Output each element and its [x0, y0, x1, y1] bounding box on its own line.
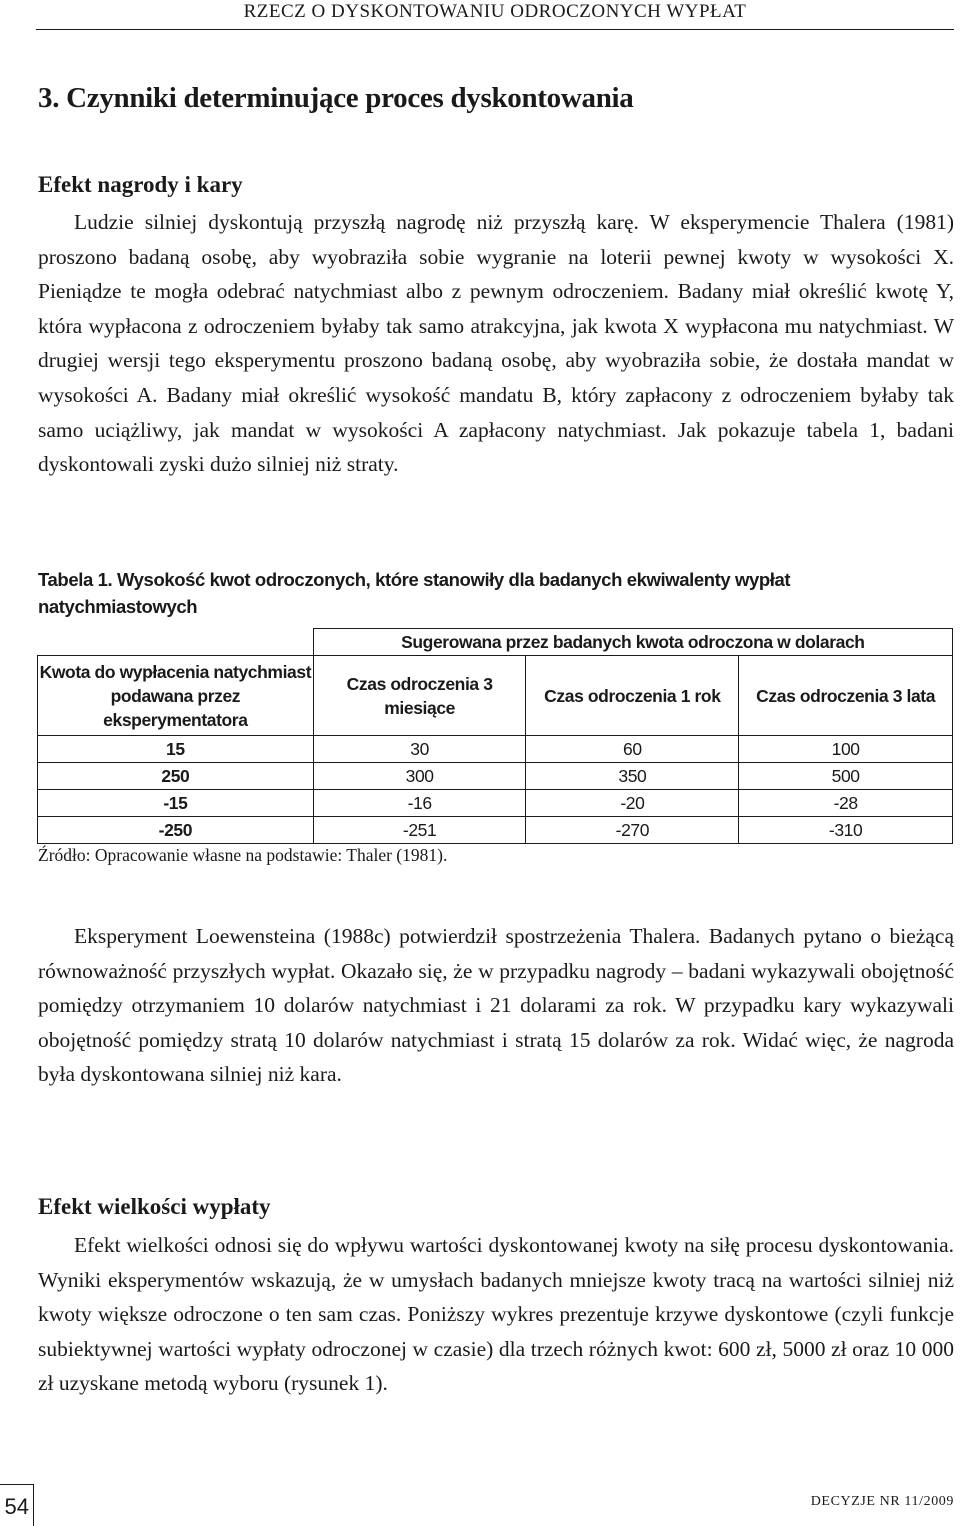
table-row: [38, 817, 953, 844]
table-cell: 100: [739, 736, 953, 763]
table-row-header: Kwota do wypłacenia natychmiast podawana przez eksperymentatora: [38, 656, 314, 736]
table-cell-amount: 15: [38, 736, 314, 763]
table-row: [38, 790, 953, 817]
running-header: [36, 0, 954, 30]
table-cell: -20: [526, 790, 739, 817]
table-caption-label: Tabela 1.: [38, 569, 113, 590]
table-col-header-3-years: Czas odroczenia 3 lata: [739, 656, 953, 736]
section-title: 3. Czynniki determinujące proces dyskontowania: [38, 82, 634, 114]
table-cell-amount: -250: [38, 817, 314, 844]
paragraph-loewenstein: Eksperyment Loewensteina (1988c) potwierdził spostrzeżenia Thalera. Badanych pytano o bieżącą równoważność przyszłych wypłat. Okazało się, że w przypadku nagrody – badani wykazywali obojętność pomiędzy otrzymaniem 10 dolarów natychmiast i 21 dolarami za rok. W przypadku kary wykazywali obojętność pomiędzy stratą 10 dolarów natychmiast i stratą 15 dolarów za rok. Widać więc, że nagroda była dyskontowana silniej niż kara.: [38, 924, 954, 1087]
subsection-title-reward-punishment: Efekt nagrody i kary: [38, 172, 243, 197]
table-span-header: Sugerowana przez badanych kwota odroczona w dolarach: [313, 629, 952, 656]
table-cell: -16: [313, 790, 526, 817]
table-cell: -310: [739, 817, 953, 844]
table-cell: 60: [526, 736, 739, 763]
table-cell: 300: [313, 763, 526, 790]
table-cell: 350: [526, 763, 739, 790]
table-cell: -28: [739, 790, 953, 817]
table-caption: [38, 566, 938, 620]
subsection-title-magnitude: Efekt wielkości wypłaty: [38, 1194, 271, 1219]
table-cell: 500: [739, 763, 953, 790]
table-source: Źródło: Opracowanie własne na podstawie: Thaler (1981).: [38, 845, 448, 865]
journal-footer: DECYZJE NR 11/2009: [810, 1494, 954, 1509]
paragraph-magnitude: Efekt wielkości odnosi się do wpływu wartości dyskontowanej kwoty na siłę procesu dyskontowania. Wyniki eksperymentów wskazują, że w umysłach badanych mniejsze kwoty tracą na wartości silniej niż kwoty większe odroczone o ten sam czas. Poniższy wykres prezentuje krzywe dyskontowe (czyli funkcje subiektywnej wartości wypłaty odroczonej w czasie) dla trzech różnych kwot: 600 zł, 5000 zł oraz 10 000 zł uzyskane metodą wyboru (rysunek 1).: [38, 1233, 954, 1396]
discount-table: [37, 628, 953, 844]
table-row: [38, 763, 953, 790]
page-number: 54: [0, 1484, 34, 1526]
table-row: [38, 736, 953, 763]
table-cell: -251: [313, 817, 526, 844]
table-col-header-3-months: Czas odroczenia 3 miesiące: [313, 656, 526, 736]
running-header-title: RZECZ O DYSKONTOWANIU ODROCZONYCH WYPŁAT: [243, 1, 747, 22]
paragraph-reward-punishment: Ludzie silniej dyskontują przyszłą nagrodę niż przyszłą karę. W eksperymencie Thalera (1981) proszono badaną osobę, aby wyobraziła sobie wygranie na loterii pewnej kwoty w wysokości X. Pieniądze te mogła odebrać natychmiast albo z pewnym odroczeniem. Badany miał określić kwotę Y, która wypłacona z odroczeniem byłaby tak samo atrakcyjna, jak kwota X wypłacona mu natychmiast. W drugiej wersji tego eksperymentu proszono badaną osobę, aby wyobraziła sobie, że dostała mandat w wysokości A. Badany miał określić wysokość mandatu B, który zapłacony z odroczeniem byłaby tak samo uciążliwy, jak mandat w wysokości A zapłacony natychmiast. Jak pokazuje tabela 1, badani dyskontowali zyski dużo silniej niż straty.: [38, 210, 954, 477]
table-cell-amount: 250: [38, 763, 314, 790]
table-cell-amount: -15: [38, 790, 314, 817]
table-cell: 30: [313, 736, 526, 763]
table-cell: -270: [526, 817, 739, 844]
table-caption-text: Wysokość kwot odroczonych, które stanowiły dla badanych ekwiwalenty wypłat natychmiastowych: [38, 569, 791, 617]
table-col-header-1-year: Czas odroczenia 1 rok: [526, 656, 739, 736]
table-corner: [38, 629, 314, 656]
